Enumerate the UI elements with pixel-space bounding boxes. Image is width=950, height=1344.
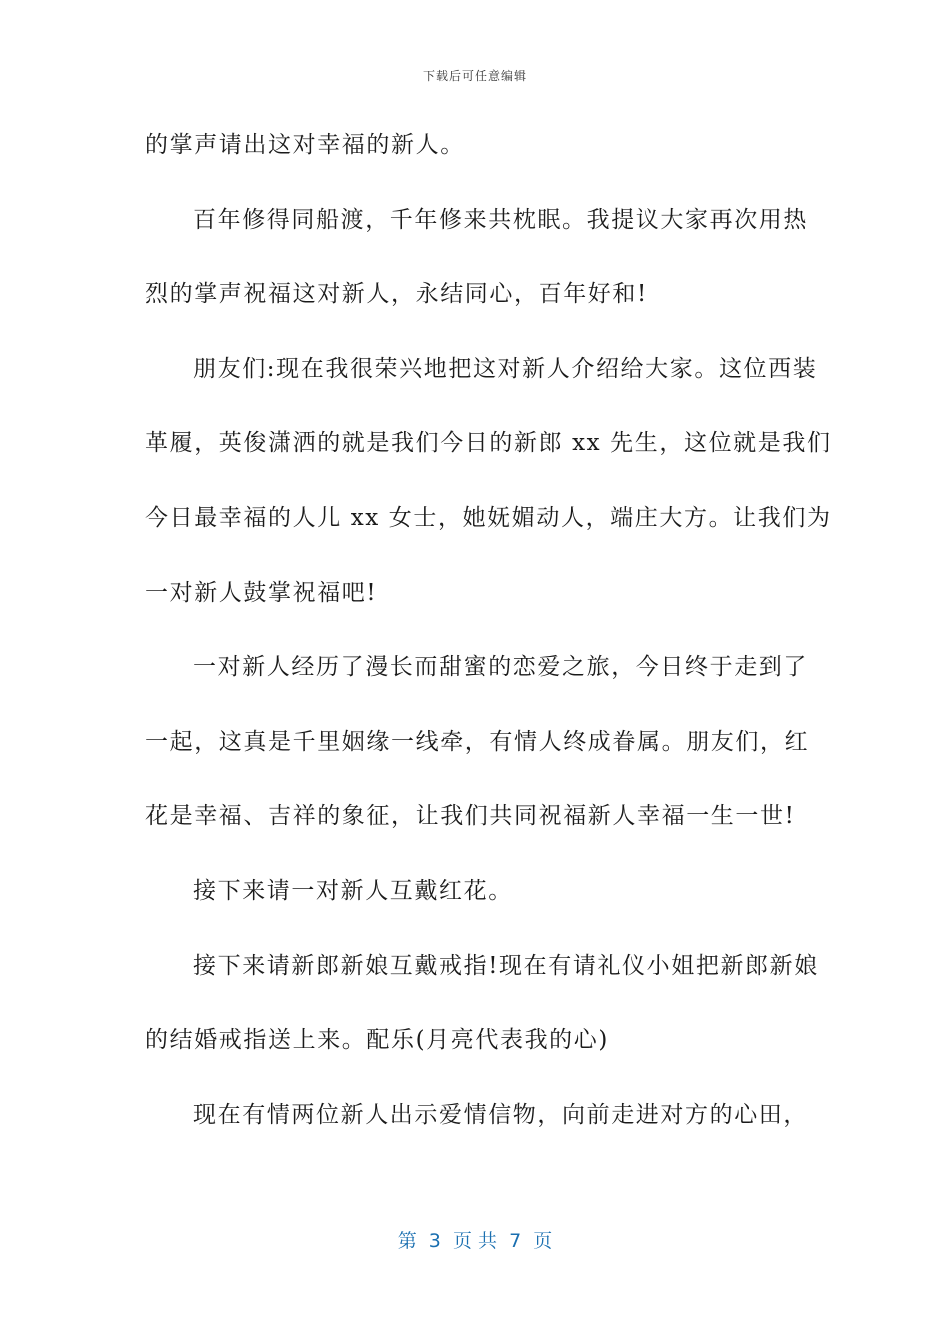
document-body	[145, 121, 832, 1165]
text-line: 今日最幸福的人儿 xx 女士，她妩媚动人，端庄大方。让我们为	[145, 504, 832, 531]
text-line: 花是幸福、吉祥的象征，让我们共同祝福新人幸福一生一世!	[145, 803, 796, 830]
text-line: 的掌声请出这对幸福的新人。	[145, 132, 465, 158]
text-line: 的结婚戒指送上来。配乐(月亮代表我的心)	[145, 1027, 609, 1054]
header-note: 下载后可任意编辑	[422, 69, 527, 83]
text-line: 接下来请新郎新娘互戴戒指!现在有请礼仪小姐把新郎新娘	[193, 952, 819, 979]
text-line: 一起，这真是千里姻缘一线牵，有情人终成眷属。朋友们，红	[145, 728, 810, 755]
text-line: 革履，英俊潇洒的就是我们今日的新郎 xx 先生，这位就是我们	[145, 430, 832, 457]
text-line: 一对新人鼓掌祝福吧!	[145, 579, 378, 606]
text-line: 现在有情两位新人出示爱情信物，向前走进对方的心田，	[193, 1101, 808, 1128]
text-line: 一对新人经历了漫长而甜蜜的恋爱之旅，今日终于走到了	[193, 654, 808, 681]
text-line: 烈的掌声祝福这对新人，永结同心，百年好和!	[145, 281, 648, 308]
text-line: 朋友们:现在我很荣兴地把这对新人介绍给大家。这位西装	[193, 355, 818, 382]
text-line: 百年修得同船渡，千年修来共枕眠。我提议大家再次用热	[193, 206, 808, 233]
text-line: 接下来请一对新人互戴红花。	[193, 877, 513, 904]
page-number-footer: 第 3 页 共 7 页	[397, 1230, 553, 1252]
